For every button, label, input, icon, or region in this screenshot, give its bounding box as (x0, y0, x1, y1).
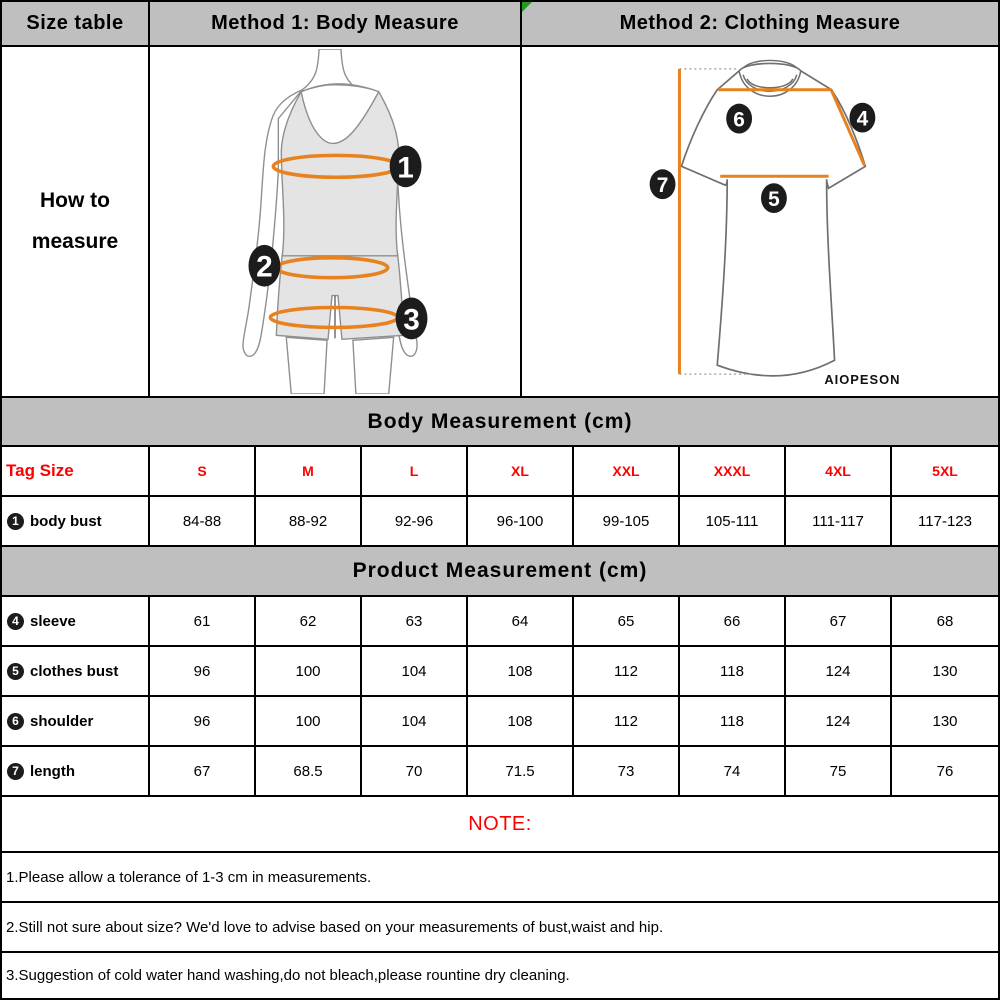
how-to-line2: measure (31, 229, 119, 253)
body-bust-4xl: 111-117 (786, 497, 892, 545)
brand-label: AIOPESON (824, 372, 901, 388)
clothes-bust-xl: 108 (468, 647, 574, 695)
header-method2 (522, 2, 998, 45)
clothes-bust-row (2, 647, 998, 697)
size-col-xl: XL (468, 447, 574, 495)
clothes-bust-s: 96 (150, 647, 256, 695)
row-label-shoulder (2, 697, 150, 745)
length-l: 70 (362, 747, 468, 795)
length-xl: 71.5 (468, 747, 574, 795)
shoulder-l: 104 (362, 697, 468, 745)
badge-6-number: 6 (733, 108, 745, 132)
header-size-table: Size table (2, 2, 150, 45)
clothes-bust-xxl: 112 (574, 647, 680, 695)
product-measurement-title: Product Measurement (cm) (352, 559, 648, 582)
how-to-line1: How to (40, 188, 110, 212)
row-label-sleeve (2, 597, 150, 645)
size-col-l: L (362, 447, 468, 495)
circled-number-badge: 4 (7, 613, 24, 630)
clothes-bust-xxxl: 118 (680, 647, 786, 695)
note-title: NOTE: (468, 812, 532, 835)
row-label-text: body bust (30, 512, 102, 530)
body-measurement-title: Body Measurement (cm) (367, 409, 633, 433)
note-band (2, 797, 998, 853)
green-corner-marker (522, 2, 532, 12)
sleeve-xl: 64 (468, 597, 574, 645)
shoulder-5xl: 130 (932, 712, 958, 730)
badge-2-number: 2 (256, 250, 273, 284)
tag-size-label: Tag Size (2, 447, 150, 495)
shoulder-4xl: 124 (786, 697, 892, 745)
badge-1-number: 1 (397, 151, 414, 185)
badge-7-number: 7 (656, 174, 669, 198)
body-measure-diagram (151, 49, 519, 394)
circled-number-badge: 5 (7, 663, 24, 680)
sleeve-l: 63 (362, 597, 468, 645)
length-4xl: 75 (786, 747, 892, 795)
length-5xl: 76 (936, 762, 954, 780)
badge-5-number: 5 (768, 188, 780, 212)
body-bust-m: 88-92 (256, 497, 362, 545)
length-xxl: 73 (574, 747, 680, 795)
clothes-bust-4xl: 124 (786, 647, 892, 695)
size-col-xxxl: XXXL (680, 447, 786, 495)
sleeve-xxl: 65 (574, 597, 680, 645)
sleeve-5xl: 68 (936, 612, 954, 630)
figure-right-leg (353, 337, 394, 394)
body-bust-s: 84-88 (150, 497, 256, 545)
body-bust-l: 92-96 (362, 497, 468, 545)
figure-left-leg (286, 337, 327, 394)
length-xxxl: 74 (680, 747, 786, 795)
circled-number-badge: 7 (7, 763, 24, 780)
sleeve-s: 61 (150, 597, 256, 645)
circled-number-badge: 1 (7, 513, 24, 530)
clothing-measure-diagram-cell (522, 47, 998, 396)
body-measure-diagram-cell (150, 47, 522, 396)
shoulder-row (2, 697, 998, 747)
clothes-bust-5xl: 130 (932, 662, 958, 680)
how-to-measure-label (2, 47, 150, 396)
sleeve-xxxl: 66 (680, 597, 786, 645)
row-label-text: clothes bust (30, 662, 119, 680)
sleeve-m: 62 (256, 597, 362, 645)
shoulder-s: 96 (150, 697, 256, 745)
body-bust-xxxl: 105-111 (680, 497, 786, 545)
circled-number-badge: 6 (7, 713, 24, 730)
tag-size-row (2, 447, 998, 497)
clothing-measure-diagram (523, 49, 997, 394)
shoulder-xl: 108 (468, 697, 574, 745)
size-col-xxl: XXL (574, 447, 680, 495)
size-col-s: S (150, 447, 256, 495)
size-col-4xl: 4XL (786, 447, 892, 495)
row-label-body-bust (2, 497, 150, 545)
product-measurement-band (2, 547, 998, 597)
note-item-1: 1.Please allow a tolerance of 1-3 cm in measurements. (2, 853, 998, 903)
clothes-bust-m: 100 (256, 647, 362, 695)
badge-3-number: 3 (403, 303, 420, 337)
note-item-3: 3.Suggestion of cold water hand washing,do not bleach,please rountine dry cleaning. (2, 953, 998, 998)
clothes-bust-l: 104 (362, 647, 468, 695)
badge-4-number: 4 (856, 107, 869, 131)
body-bust-row (2, 497, 998, 547)
header-method2-label: Method 2: Clothing Measure (619, 12, 901, 34)
sleeve-row (2, 597, 998, 647)
diagram-row (2, 47, 998, 398)
shoulder-xxl: 112 (574, 697, 680, 745)
row-label-text: length (30, 762, 75, 780)
size-col-m: M (256, 447, 362, 495)
row-label-length (2, 747, 150, 795)
length-row (2, 747, 998, 797)
sleeve-4xl: 67 (786, 597, 892, 645)
length-m: 68.5 (256, 747, 362, 795)
row-label-text: shoulder (30, 712, 94, 730)
body-measurement-band (2, 398, 998, 447)
shoulder-m: 100 (256, 697, 362, 745)
body-bust-xxl: 99-105 (574, 497, 680, 545)
body-bust-5xl: 117-123 (918, 512, 972, 530)
shoulder-xxxl: 118 (680, 697, 786, 745)
row-label-text: sleeve (30, 612, 76, 630)
body-bust-xl: 96-100 (468, 497, 574, 545)
length-s: 67 (150, 747, 256, 795)
note-item-2: 2.Still not sure about size? We'd love to advise based on your measurements of bust,waist and hip. (2, 903, 998, 953)
tshirt-outline (681, 63, 865, 375)
size-col-5xl: 5XL (932, 463, 958, 479)
title-row (2, 2, 998, 47)
row-label-clothes-bust (2, 647, 150, 695)
header-method1: Method 1: Body Measure (150, 2, 522, 45)
